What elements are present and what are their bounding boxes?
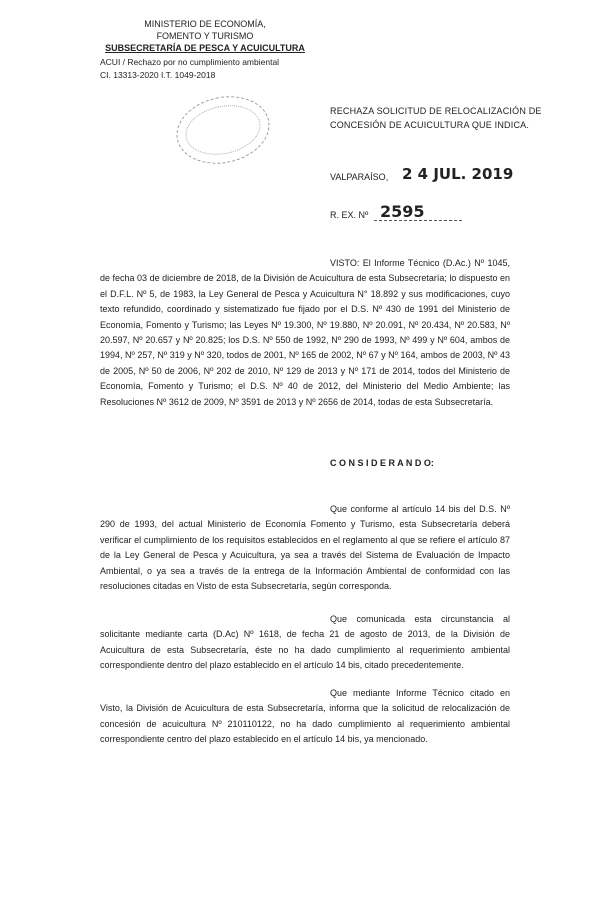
- reference-line-1: ACUI / Rechazo por no cumplimiento ambiental: [100, 57, 280, 67]
- considerando-paragraph-3: Que mediante Informe Técnico citado en Visto, la División de Acuicultura de esta Subsecretaría, informa que la solicitud de relocalización de concesión de acuicultura Nº 210110122, no ha dado cumplimiento al requerimiento ambiental correspondiente centro del plazo establecido en el artículo 14 bis, ya mencionado.: [100, 688, 510, 745]
- seal-inner-ring: [181, 99, 265, 162]
- considerando-paragraph-1: Que conforme al artículo 14 bis del D.S. Nº 290 de 1993, del actual Ministerio de Economía Fomento y Turismo, esta Subsecretaría deberá verificar el cumplimiento de los requisitos establecidos en el reglamento al que se refiere el artículo 87 de la Ley General de Pesca y Acuicultura, ya sea a través del Sistema de Evaluación de Impacto Ambiental, o ya sea a través de la entrega de la Información Ambiental de conformidad con las resoluciones citadas en Visto de esta Subsecretaría, según corresponda.: [100, 504, 510, 592]
- subsecretaria-name: SUBSECRETARÍA DE PESCA Y ACUICULTURA: [105, 43, 305, 53]
- date-place: VALPARAÍSO,: [330, 172, 389, 182]
- resolution-title-line-1: RECHAZA SOLICITUD DE RELOCALIZACIÓN DE: [330, 106, 542, 116]
- visto-paragraph: VISTO: El Informe Técnico (D.Ac.) Nº 1045, de fecha 03 de diciembre de 2018, de la División de Acuicultura de esta Subsecretaría; lo dispuesto en el D.F.L. Nº 5, de 1983, la Ley General de Pesca y Acuicultura N° 18.892 y sus modificaciones, cuyo texto refundido, coordinado y sistematizado fue fijado por el D.S. Nº 430 de 1991 del Ministerio de Economía, Fomento y Turismo; las Leyes Nº 19.300, Nº 19.880, Nº 20.091, Nº 20.434, Nº 20.583, Nº 20.597, Nº 20.657 y Nº 20.825; los D.S. Nº 550 de 1992, Nº 290 de 1993, Nº 499 y Nº 604, ambos de 1994, Nº 257, Nº 319 y Nº 320, todos de 2001, Nº 165 de 2002, Nº 67 y Nº 164, ambos de 2003, Nº 43 de 2005, Nº 50 de 2006, Nº 202 de 2010, Nº 129 de 2013 y Nº 171 de 2014, todos del Ministerio de Economía, Fomento y Turismo; el D.S. Nº 40 de 2012, del Ministerio del Medio Ambiente; las Resoluciones Nº 3612 de 2009, Nº 3591 de 2013 y Nº 2656 de 2014, todas de esta Subsecretaría.: [100, 258, 510, 407]
- resolution-number: 2595: [380, 202, 425, 221]
- reference-line-2: CI. 13313-2020 I.T. 1049-2018: [100, 70, 216, 80]
- official-seal: [170, 88, 276, 172]
- resolution-prefix: R. EX. Nº: [330, 210, 369, 220]
- ministry-name-2: FOMENTO Y TURISMO: [156, 31, 254, 41]
- resolution-title-line-2: CONCESIÓN DE ACUICULTURA QUE INDICA.: [330, 120, 530, 130]
- considerando-heading: C O N S I D E R A N D O:: [330, 458, 434, 468]
- ministry-name: MINISTERIO DE ECONOMÍA,: [144, 19, 266, 29]
- date-stamp: 2 4 JUL. 2019: [402, 165, 514, 183]
- considerando-paragraph-2: Que comunicada esta circunstancia al solicitante mediante carta (D.Ac) Nº 1618, de fecha 21 de agosto de 2013, de la División de Acuicultura de esta Subsecretaría, éste no ha dado cumplimiento al requerimiento ambiental correspondiente dentro del plazo establecido en el artículo 14 bis, citado precedentemente.: [100, 614, 510, 671]
